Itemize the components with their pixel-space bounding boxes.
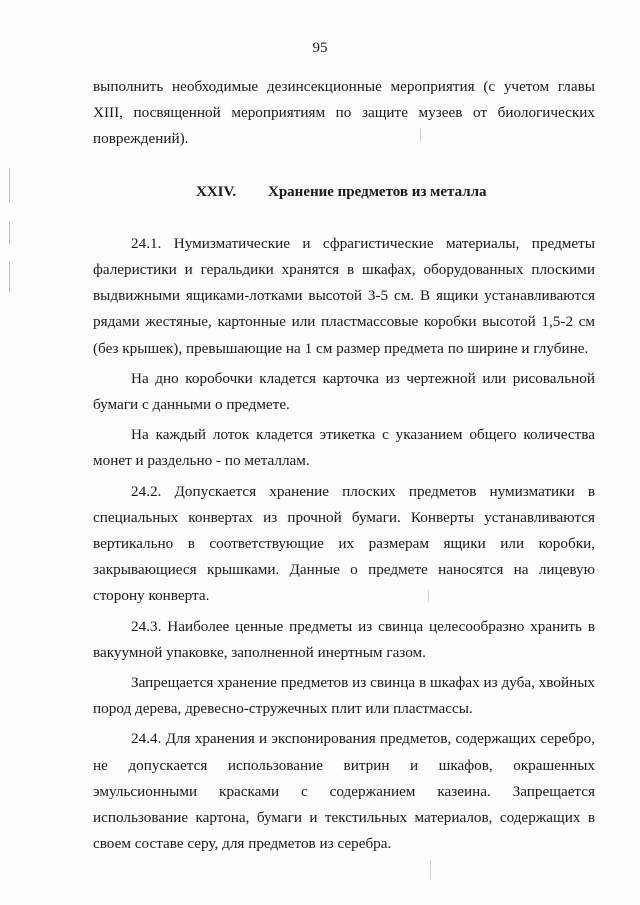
section-number: XXIV. [196, 183, 237, 200]
page-number: 95 [312, 40, 328, 56]
paragraph-label: На каждый лоток кладется этикетка с указанием общего количества монет и раздельно - по металлам. [93, 426, 595, 470]
section-title: Хранение предметов из металла [268, 183, 487, 200]
paragraph-card: На дно коробочки кладется карточка из чертежной или рисовальной бумаги с данными о предмете. [93, 369, 595, 414]
intro-paragraph: выполнить необходимые дезинсекционные мероприятия (с учетом главы XIII, посвященной мероприятиям по защите музеев от биологических повреждений). [93, 78, 595, 148]
scan-artifact [9, 168, 10, 202]
paragraph-24-1: 24.1. Нумизматические и сфрагистические материалы, предметы фалеристики и геральдики хранятся в шкафах, оборудованных плоскими выдвижными ящиками-лотками высотой 3-5 см. В ящики устанавливаются рядами жестяные, картонные или пластмассовые коробки высотой 1,5-2 см (без крышек), превышающие на 1 см размер предмета по ширине и глубине. [93, 234, 595, 357]
scan-artifact [430, 860, 431, 880]
section-heading [93, 179, 595, 205]
paragraph-24-3: 24.3. Наиболее ценные предметы из свинца целесообразно хранить в вакуумной упаковке, заполненной инертным газом. [93, 617, 595, 661]
paragraph-24-2: 24.2. Допускается хранение плоских предметов нумизматики в специальных конвертах из прочной бумаги. Конверты устанавливаются вертикально в соответствующие их размерам ящики или коробки, закрывающиеся крышками. Данные о предмете наносятся на лицевую сторону конверта. [93, 482, 595, 605]
paragraph-lead-prohibition: Запрещается хранение предметов из свинца в шкафах из дуба, хвойных пород дерева, древесно-стружечных плит или пластмассы. [93, 674, 595, 718]
scan-artifact [9, 262, 10, 292]
document-body [93, 74, 595, 857]
scan-artifact [9, 222, 10, 244]
paragraph-24-4: 24.4. Для хранения и экспонирования предметов, содержащих серебро, не допускается использование витрин и шкафов, окрашенных эмульсионными красками с содержанием казеина. Запрещается использование картона, бумаги и текстильных материалов, содержащих в своем составе серу, для предметов из серебра. [93, 730, 595, 853]
